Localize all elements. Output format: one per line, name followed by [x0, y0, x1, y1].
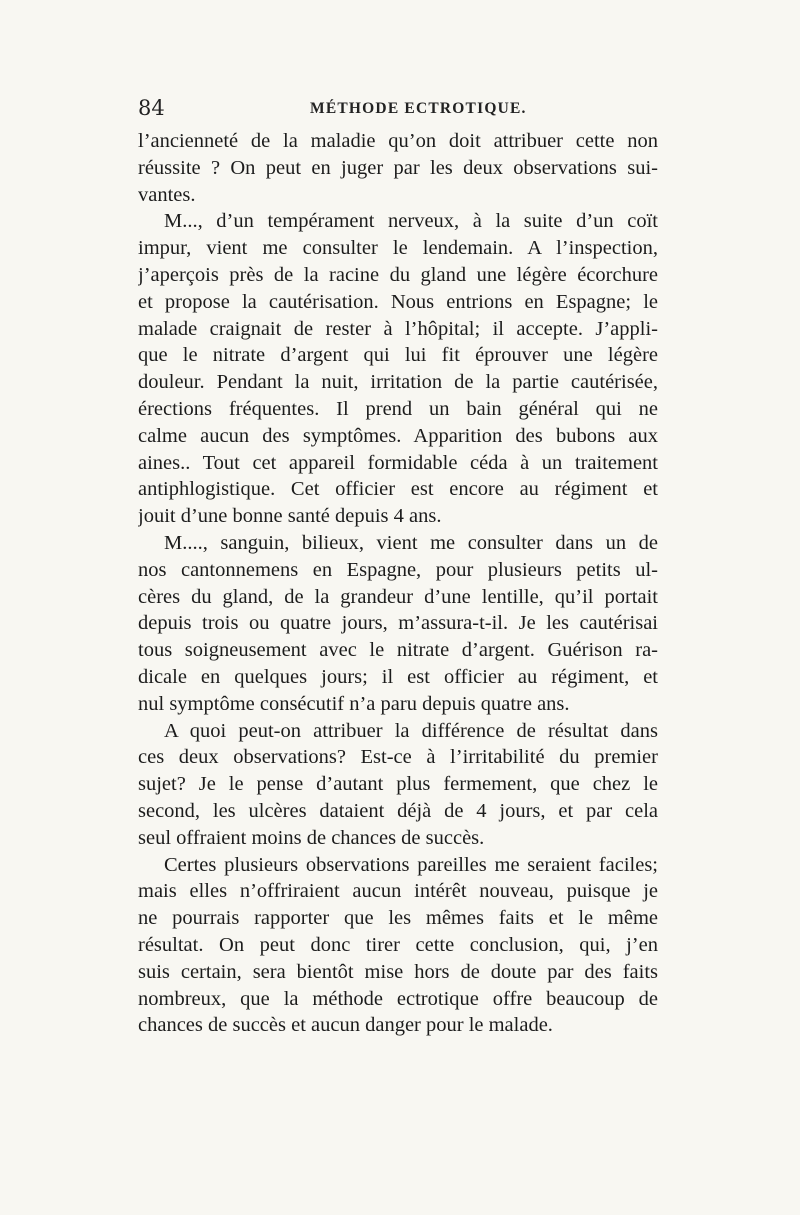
running-head: MÉTHODE ECTROTIQUE.: [310, 100, 527, 117]
text-line: antiphlogistique. Cet officier est encore au régiment et: [138, 478, 658, 501]
page-number: 84: [138, 96, 165, 120]
paragraph: [138, 852, 658, 1040]
text-line: érections fréquentes. Il prend un bain général qui ne: [138, 397, 658, 420]
paragraph: [138, 128, 658, 208]
text-line: suis certain, sera bientôt mise hors de doute par des faits: [138, 960, 658, 983]
text-line: sujet? Je le pense d’autant plus fermement, que chez le: [138, 773, 658, 796]
paragraph: [138, 530, 658, 718]
text-line: ne pourrais rapporter que les mêmes faits et le même: [138, 907, 658, 930]
text-line: douleur. Pendant la nuit, irritation de la partie cautérisée,: [138, 371, 658, 394]
text-line: ces deux observations? Est-ce à l’irritabilité du premier: [138, 746, 658, 769]
text-line: l’ancienneté de la maladie qu’on doit attribuer cette non: [138, 130, 658, 152]
text-line: calme aucun des symptômes. Apparition des bubons aux: [138, 424, 658, 447]
text-line: aines.. Tout cet appareil formidable céda à un traitement: [138, 451, 658, 474]
text-line: A quoi peut-on attribuer la différence de résultat dans: [164, 719, 658, 742]
body-text: [138, 128, 658, 1039]
text-line: nul symptôme consécutif n’a paru depuis quatre ans.: [138, 692, 570, 715]
paragraph: [138, 208, 658, 530]
text-line: M..., d’un tempérament nerveux, à la suite d’un coït: [164, 210, 658, 233]
text-line: Certes plusieurs observations pareilles me seraient faciles;: [164, 853, 658, 876]
paragraph: [138, 718, 658, 852]
text-line: dicale en quelques jours; il est officier au régiment, et: [138, 665, 658, 688]
text-line: seul offraient moins de chances de succès.: [138, 826, 485, 849]
text-line: j’aperçois près de la racine du gland une légère écorchure: [138, 263, 658, 286]
text-line: résultat. On peut donc tirer cette conclusion, qui, j’en: [138, 933, 658, 956]
text-line: vantes.: [138, 183, 196, 206]
text-line: cères du gland, de la grandeur d’une lentille, qu’il portait: [138, 585, 658, 608]
text-line: depuis trois ou quatre jours, m’assura-t-il. Je les cautérisai: [138, 612, 658, 635]
text-line: chances de succès et aucun danger pour le malade.: [138, 1014, 553, 1037]
page-header: [138, 96, 658, 126]
text-line: nos cantonnemens en Espagne, pour plusieurs petits ul-: [138, 558, 658, 581]
text-line: M...., sanguin, bilieux, vient me consulter dans un de: [164, 531, 658, 554]
text-line: malade craignait de rester à l’hôpital; il accepte. J’appli-: [138, 317, 658, 340]
text-line: mais elles n’offriraient aucun intérêt nouveau, puisque je: [138, 880, 658, 903]
text-line: et propose la cautérisation. Nous entrions en Espagne; le: [138, 290, 658, 313]
text-line: second, les ulcères dataient déjà de 4 jours, et par cela: [138, 799, 658, 822]
text-line: que le nitrate d’argent qui lui fit éprouver une légère: [138, 344, 658, 367]
text-line: tous soigneusement avec le nitrate d’argent. Guérison ra-: [138, 639, 658, 662]
text-line: jouit d’une bonne santé depuis 4 ans.: [138, 505, 442, 528]
text-line: impur, vient me consulter le lendemain. A l’inspection,: [138, 237, 658, 260]
text-line: réussite ? On peut en juger par les deux observations sui-: [138, 156, 658, 179]
text-line: nombreux, que la méthode ectrotique offre beaucoup de: [138, 987, 658, 1010]
